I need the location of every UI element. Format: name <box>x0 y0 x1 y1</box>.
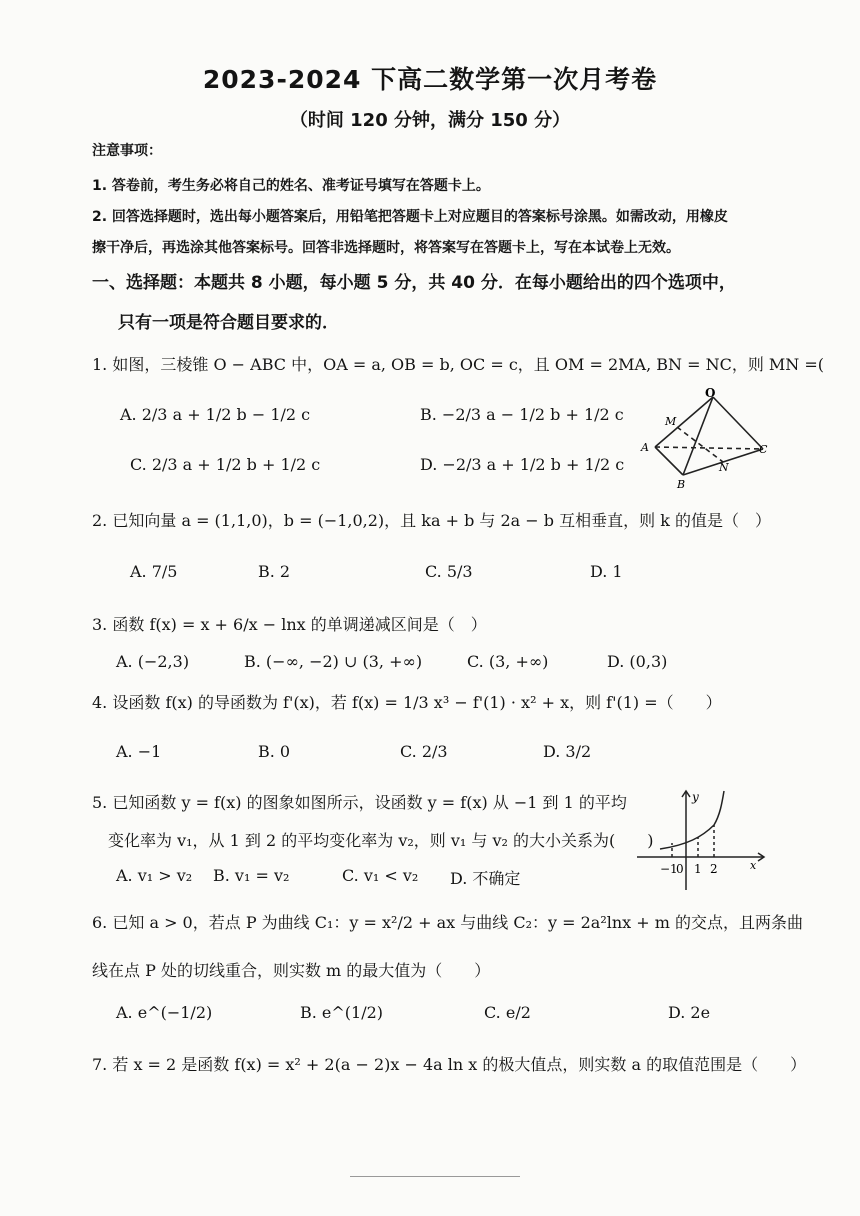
exam-subtitle: （时间 120 分钟，满分 150 分） <box>289 110 571 131</box>
section-1-heading: 一、选择题：本题共 8 小题，每小题 5 分，共 40 分．在每小题给出的四个选项中， <box>92 273 736 293</box>
graph-label-y: y <box>692 790 699 804</box>
note-2-line1: 2. 回答选择题时，选出每小题答案后，用铅笔把答题卡上对应题目的答案标号涂黑。如需改动，用橡皮 <box>92 209 728 225</box>
edge-ab <box>655 447 683 475</box>
note-2-line2: 擦干净后，再选涂其他答案标号。回答非选择题时，将答案写在答题卡上，写在本试卷上无效。 <box>92 240 680 256</box>
notes-heading: 注意事项： <box>92 143 162 159</box>
section-1-subheading: 只有一项是符合题目要求的． <box>118 313 339 333</box>
question-3-option-b: B. (−∞, −2) ∪ (3, +∞) <box>244 652 423 671</box>
question-6-line2: 线在点 P 处的切线重合，则实数 m 的最大值为（ ） <box>92 961 491 980</box>
label-c: C <box>759 443 768 456</box>
question-4-option-d: D. 3/2 <box>543 742 592 761</box>
edge-oc <box>713 397 763 449</box>
question-6-option-c: C. e/2 <box>484 1003 531 1022</box>
question-2-option-c: C. 5/3 <box>425 562 473 581</box>
label-b: B <box>677 478 686 490</box>
graph-tick-2: 2 <box>710 862 718 876</box>
question-6-line1: 6. 已知 a > 0，若点 P 为曲线 C₁：y = x²/2 + ax 与曲线 C₂：y = 2a²lnx + m 的交点，且两条曲 <box>92 913 804 932</box>
question-3-stem: 3. 函数 f(x) = x + 6/x − lnx 的单调递减区间是（ ） <box>92 615 487 634</box>
graph-tick-minus1: −1 <box>660 862 678 876</box>
label-a: A <box>641 441 649 454</box>
function-graph-figure <box>632 785 770 893</box>
question-1-option-b: B. −2/3 a − 1/2 b + 1/2 c <box>420 405 624 424</box>
edge-oa <box>655 397 713 447</box>
question-1-option-d: D. −2/3 a + 1/2 b + 1/2 c <box>420 455 625 474</box>
label-m: M <box>665 415 677 428</box>
question-6-option-a: A. e^(−1/2) <box>116 1003 213 1022</box>
question-3-option-d: D. (0,3) <box>607 652 668 671</box>
question-5-option-b: B. v₁ = v₂ <box>213 866 290 885</box>
question-5-option-d: D. 不确定 <box>450 869 521 888</box>
question-7-stem: 7. 若 x = 2 是函数 f(x) = x² + 2(a − 2)x − 4a ln x 的极大值点，则实数 a 的取值范围是（ ） <box>92 1055 807 1074</box>
question-4-option-a: A. −1 <box>116 742 162 761</box>
question-1-option-a: A. 2/3 a + 1/2 b − 1/2 c <box>120 405 311 424</box>
question-2-option-b: B. 2 <box>258 562 291 581</box>
graph-tick-1: 1 <box>694 862 702 876</box>
question-6-option-b: B. e^(1/2) <box>300 1003 384 1022</box>
graph-label-x: x <box>750 859 757 872</box>
question-1-stem: 1. 如图，三棱锥 O − ABC 中，OA = a, OB = b, OC = c，且 OM = 2MA, BN = NC，则 MN =( <box>92 355 825 374</box>
scan-artifact-line <box>350 1176 520 1177</box>
question-4-stem: 4. 设函数 f(x) 的导函数为 f'(x)，若 f(x) = 1/3 x³ − f'(1) · x² + x，则 f'(1) =（ ） <box>92 693 722 712</box>
question-3-option-c: C. (3, +∞) <box>467 652 549 671</box>
edge-ob <box>683 397 713 475</box>
question-5-option-c: C. v₁ < v₂ <box>342 866 419 885</box>
question-5-line1: 5. 已知函数 y = f(x) 的图象如图所示，设函数 y = f(x) 从 −1 到 1 的平均 <box>92 793 627 812</box>
question-4-option-b: B. 0 <box>258 742 291 761</box>
question-5-line2: 变化率为 v₁，从 1 到 2 的平均变化率为 v₂，则 v₁ 与 v₂ 的大小关系为( ) <box>108 831 654 850</box>
question-6-option-d: D. 2e <box>668 1003 711 1022</box>
graph-tick-0: 0 <box>676 862 684 876</box>
question-2-option-a: A. 7/5 <box>130 562 178 581</box>
question-3-option-a: A. (−2,3) <box>116 652 190 671</box>
question-1-option-c: C. 2/3 a + 1/2 b + 1/2 c <box>130 455 321 474</box>
pyramid-figure <box>635 385 775 490</box>
exam-title: 2023-2024 下高二数学第一次月考卷 <box>202 65 658 94</box>
label-n: N <box>719 461 729 474</box>
question-2-option-d: D. 1 <box>590 562 623 581</box>
edge-ac-hidden <box>655 447 763 449</box>
label-o: O <box>705 386 716 400</box>
question-5-option-a: A. v₁ > v₂ <box>116 866 193 885</box>
question-2-stem: 2. 已知向量 a = (1,1,0)，b = (−1,0,2)，且 ka + b 与 2a − b 互相垂直，则 k 的值是（ ） <box>92 511 771 530</box>
note-1: 1. 答卷前，考生务必将自己的姓名、准考证号填写在答题卡上。 <box>92 178 490 194</box>
question-4-option-c: C. 2/3 <box>400 742 448 761</box>
